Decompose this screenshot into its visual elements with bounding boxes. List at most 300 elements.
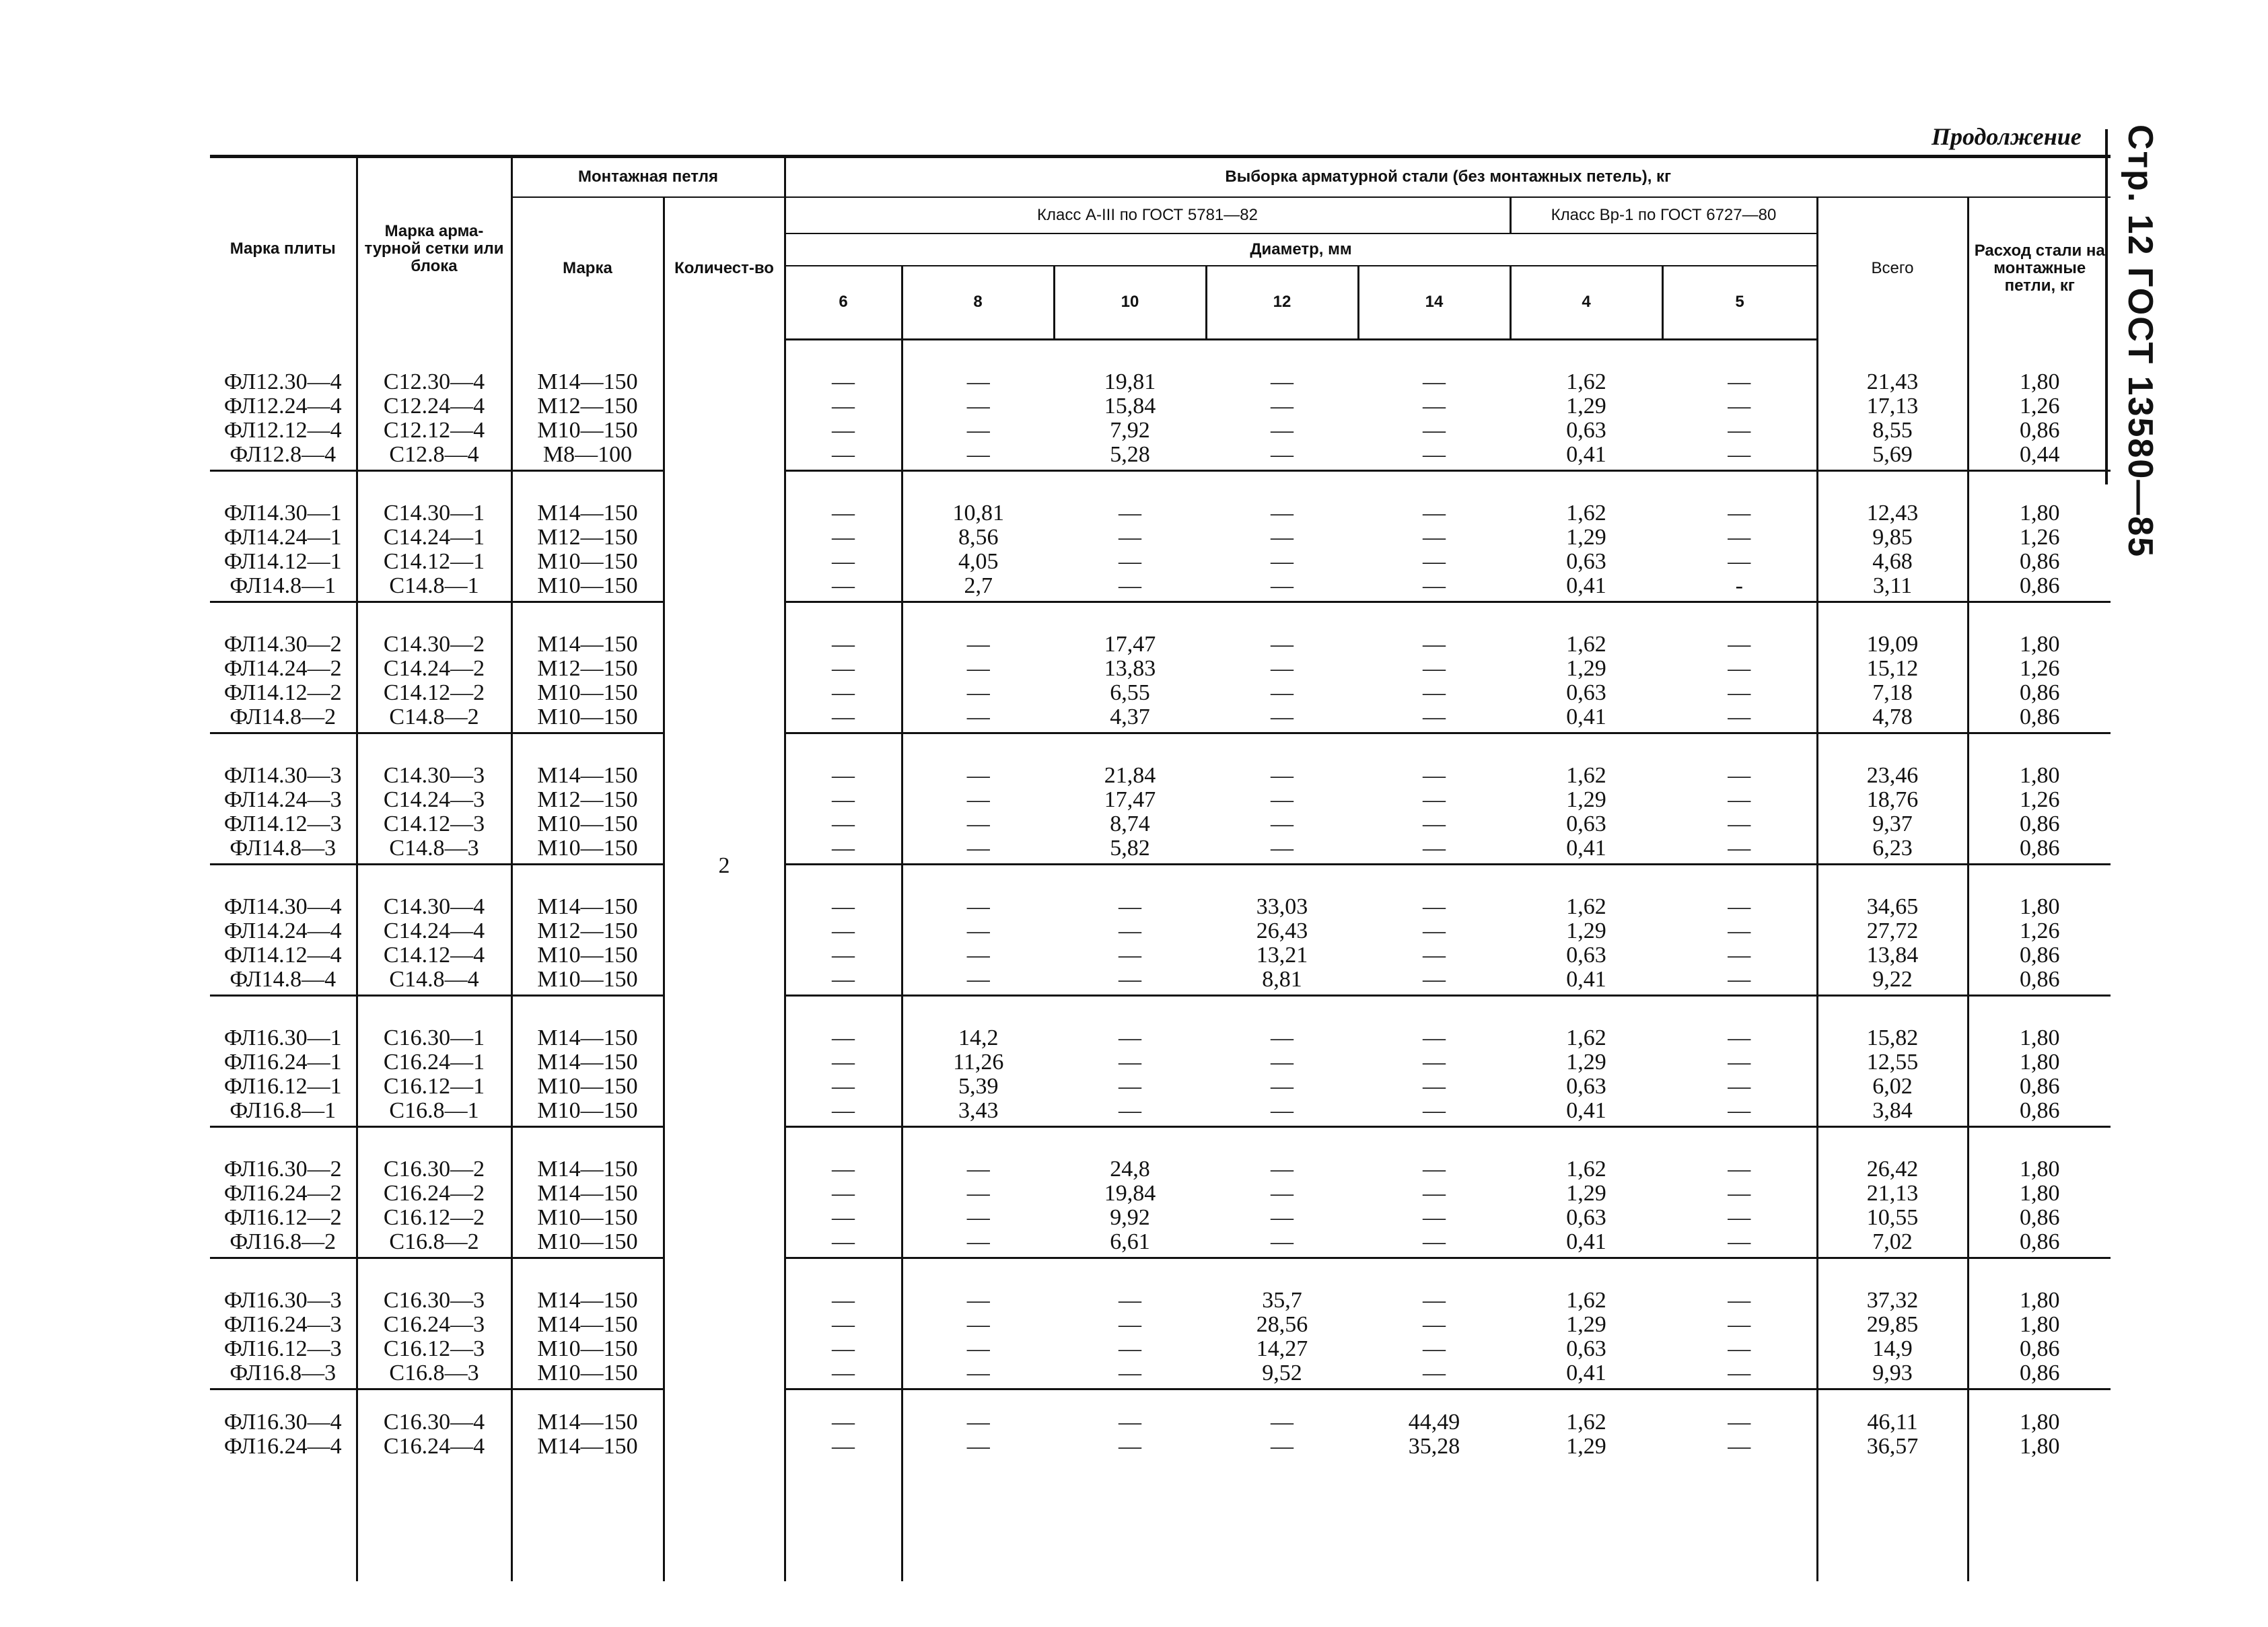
cell-value: 1,62 — [1566, 894, 1606, 919]
cell-value: С16.30—1 — [383, 1025, 485, 1050]
cell-d4 — [1510, 471, 1662, 602]
cell-value: — — [1271, 1434, 1294, 1459]
cell-value: — — [832, 1312, 855, 1337]
cell-value: М10—150 — [537, 549, 638, 574]
cell-value: — — [966, 1336, 990, 1361]
cell-mesh — [357, 340, 511, 471]
cell-value: 1,62 — [1566, 763, 1606, 788]
header-d14: 14 — [1358, 266, 1510, 340]
cell-value: 28,56 — [1256, 1312, 1308, 1337]
cell-d10 — [1054, 1258, 1206, 1389]
continuation-label: Продолжение — [1932, 123, 2082, 150]
cell-value: 8,74 — [1110, 811, 1150, 836]
header-mesh-mark: Марка арма-турной сетки или блока — [357, 157, 511, 340]
cell-value: — — [832, 894, 855, 919]
cell-value: ФЛ16.24—2 — [223, 1181, 342, 1206]
cell-value: 0,63 — [1566, 1336, 1606, 1361]
cell-loop-steel — [1968, 471, 2111, 602]
cell-value: ФЛ14.30—2 — [223, 632, 342, 657]
cell-value: 5,82 — [1110, 836, 1150, 861]
cell-value: — — [1271, 442, 1294, 467]
cell-value: - — [1735, 573, 1743, 598]
cell-value: 0,44 — [2020, 442, 2060, 467]
cell-value: ФЛ16.12—2 — [223, 1205, 342, 1230]
cell-value: — — [966, 811, 990, 836]
cell-value: С14.24—3 — [383, 787, 485, 812]
cell-loop-steel — [1968, 865, 2111, 996]
cell-d6 — [785, 1389, 902, 1582]
cell-value: — — [1119, 573, 1141, 598]
cell-value: 0,41 — [1566, 1098, 1606, 1123]
cell-value: ФЛ14.12—2 — [223, 680, 342, 705]
header-d5: 5 — [1662, 266, 1817, 340]
cell-d8 — [902, 471, 1054, 602]
cell-value: 23,46 — [1866, 763, 1919, 788]
cell-value: — — [832, 1074, 855, 1099]
cell-d5 — [1662, 865, 1817, 996]
cell-value: ФЛ14.24—1 — [223, 525, 342, 550]
cell-value: — — [1423, 811, 1446, 836]
cell-value: — — [1728, 525, 1751, 550]
cell-loop-steel — [1968, 1258, 2111, 1389]
cell-value: М10—150 — [537, 704, 638, 729]
cell-value: С16.24—2 — [383, 1181, 485, 1206]
cell-loop — [511, 340, 664, 471]
cell-d10 — [1054, 733, 1206, 865]
cell-value: — — [832, 501, 855, 526]
cell-value: 1,26 — [2020, 918, 2060, 943]
cell-loop-steel — [1968, 1389, 2111, 1582]
cell-value: — — [1271, 1074, 1294, 1099]
cell-value: — — [1119, 918, 1141, 943]
cell-value: — — [1423, 1098, 1446, 1123]
cell-value: 14,2 — [958, 1025, 999, 1050]
cell-value: С16.24—3 — [383, 1312, 485, 1337]
cell-value: — — [1728, 680, 1751, 705]
cell-value: С12.12—4 — [383, 418, 485, 443]
cell-value: — — [966, 894, 990, 919]
cell-value: ФЛ16.12—1 — [223, 1074, 342, 1099]
cell-value: ФЛ14.8—1 — [229, 573, 336, 598]
table-row-group — [210, 865, 2111, 996]
cell-value: 14,9 — [1872, 1336, 1913, 1361]
cell-value: — — [966, 787, 990, 812]
cell-value: — — [1423, 943, 1446, 968]
cell-value: 34,65 — [1866, 894, 1919, 919]
cell-value: 10,55 — [1866, 1205, 1919, 1230]
cell-value: — — [832, 680, 855, 705]
cell-value: 0,86 — [2020, 943, 2060, 968]
cell-value: — — [966, 442, 990, 467]
cell-d8 — [902, 733, 1054, 865]
cell-value: М14—150 — [537, 1181, 638, 1206]
cell-value: — — [1271, 1205, 1294, 1230]
cell-value: 1,26 — [2020, 787, 2060, 812]
cell-value: — — [1423, 442, 1446, 467]
cell-value: 21,13 — [1866, 1181, 1919, 1206]
cell-d4 — [1510, 1258, 1662, 1389]
cell-d6 — [785, 471, 902, 602]
cell-value: — — [1271, 836, 1294, 861]
cell-value: 4,68 — [1872, 549, 1913, 574]
cell-loop — [511, 996, 664, 1127]
cell-value: — — [832, 1181, 855, 1206]
cell-value: — — [1271, 1025, 1294, 1050]
cell-value: — — [1728, 1229, 1751, 1254]
cell-value: — — [1119, 943, 1141, 968]
cell-value: — — [1271, 1181, 1294, 1206]
cell-d12 — [1206, 733, 1358, 865]
cell-loop-steel — [1968, 602, 2111, 733]
cell-value: 0,86 — [2020, 1336, 2060, 1361]
cell-value: М14—150 — [537, 369, 638, 394]
cell-plate — [210, 1127, 357, 1258]
cell-value: — — [966, 1288, 990, 1313]
cell-loop — [511, 865, 664, 996]
cell-value: — — [1423, 1050, 1446, 1075]
cell-mesh — [357, 733, 511, 865]
cell-plate — [210, 340, 357, 471]
cell-value: С14.30—1 — [383, 501, 485, 526]
cell-value: М10—150 — [537, 573, 638, 598]
cell-value: — — [1728, 1205, 1751, 1230]
cell-value: 6,23 — [1872, 836, 1913, 861]
cell-mesh — [357, 1127, 511, 1258]
cell-value: С16.8—1 — [389, 1098, 479, 1123]
cell-value: — — [966, 1205, 990, 1230]
cell-value: М10—150 — [537, 1074, 638, 1099]
cell-value: ФЛ12.8—4 — [229, 442, 336, 467]
cell-value: — — [1423, 369, 1446, 394]
cell-value: С16.30—2 — [383, 1157, 485, 1182]
cell-value: 1,29 — [1566, 918, 1606, 943]
cell-value: — — [966, 1434, 990, 1459]
cell-mesh — [357, 996, 511, 1127]
cell-value: ФЛ16.8—3 — [229, 1361, 336, 1385]
cell-value: — — [832, 704, 855, 729]
cell-value: — — [1119, 1098, 1141, 1123]
cell-d14 — [1358, 996, 1510, 1127]
cell-d12 — [1206, 602, 1358, 733]
cell-value: С14.12—4 — [383, 943, 485, 968]
header-class-vr1: Класс Вр-1 по ГОСТ 6727—80 — [1510, 197, 1817, 233]
cell-value: — — [1119, 1312, 1141, 1337]
cell-value: 17,47 — [1104, 787, 1156, 812]
cell-plate — [210, 1258, 357, 1389]
header-steel-group: Выборка арматурной стали (без монтажных петель), кг — [785, 157, 2111, 197]
cell-d5 — [1662, 1258, 1817, 1389]
cell-value: С12.24—4 — [383, 394, 485, 419]
cell-value: ФЛ14.30—4 — [223, 894, 342, 919]
cell-value: 9,92 — [1110, 1205, 1150, 1230]
cell-value: 1,62 — [1566, 632, 1606, 657]
cell-value: ФЛ16.30—4 — [223, 1410, 342, 1435]
cell-d14 — [1358, 1127, 1510, 1258]
cell-value: — — [966, 967, 990, 992]
cell-d14 — [1358, 340, 1510, 471]
cell-value: — — [1271, 394, 1294, 419]
cell-value: 8,55 — [1872, 418, 1913, 443]
cell-value: 1,29 — [1566, 787, 1606, 812]
cell-value: 44,49 — [1408, 1410, 1460, 1435]
cell-value: 1,29 — [1566, 656, 1606, 681]
cell-value: 0,63 — [1566, 1074, 1606, 1099]
table-row-group — [210, 1389, 2111, 1582]
cell-value: 5,28 — [1110, 442, 1150, 467]
cell-value: 0,41 — [1566, 1229, 1606, 1254]
cell-value: 1,80 — [2020, 632, 2060, 657]
cell-loop — [511, 1258, 664, 1389]
cell-value: ФЛ14.30—3 — [223, 763, 342, 788]
cell-value: 4,37 — [1110, 704, 1150, 729]
cell-value: — — [1423, 1157, 1446, 1182]
cell-value: С16.12—3 — [383, 1336, 485, 1361]
cell-value: С14.12—3 — [383, 811, 485, 836]
cell-d10 — [1054, 340, 1206, 471]
cell-value: 1,62 — [1566, 1157, 1606, 1182]
cell-value: 5,39 — [958, 1074, 999, 1099]
cell-value: — — [1423, 632, 1446, 657]
cell-value: М14—150 — [537, 632, 638, 657]
cell-d14 — [1358, 733, 1510, 865]
cell-value: — — [832, 525, 855, 550]
cell-value: — — [1423, 967, 1446, 992]
cell-value: — — [832, 418, 855, 443]
cell-d10 — [1054, 996, 1206, 1127]
cell-value: — — [1728, 894, 1751, 919]
cell-value: — — [966, 1229, 990, 1254]
cell-value: 0,86 — [2020, 836, 2060, 861]
cell-value: — — [1119, 894, 1141, 919]
cell-value: М14—150 — [537, 1410, 638, 1435]
cell-value: — — [832, 787, 855, 812]
cell-value: 9,22 — [1872, 967, 1913, 992]
cell-value: — — [1423, 1181, 1446, 1206]
cell-value: — — [1271, 1050, 1294, 1075]
cell-value: 0,41 — [1566, 704, 1606, 729]
cell-value: 1,29 — [1566, 525, 1606, 550]
cell-value: М12—150 — [537, 787, 638, 812]
cell-value: — — [1423, 836, 1446, 861]
cell-value: ФЛ14.8—2 — [229, 704, 336, 729]
cell-loop — [511, 1389, 664, 1582]
cell-value: М14—150 — [537, 1312, 638, 1337]
cell-mesh — [357, 471, 511, 602]
cell-value: — — [1119, 1410, 1141, 1435]
cell-value: 0,41 — [1566, 1361, 1606, 1385]
cell-value: 0,86 — [2020, 680, 2060, 705]
cell-value: 35,28 — [1408, 1434, 1460, 1459]
cell-value: — — [832, 1434, 855, 1459]
cell-plate — [210, 471, 357, 602]
cell-value: 1,80 — [2020, 501, 2060, 526]
cell-d4 — [1510, 1127, 1662, 1258]
cell-value: ФЛ14.12—1 — [223, 549, 342, 574]
cell-value: 17,47 — [1104, 632, 1156, 657]
cell-value: — — [1119, 525, 1141, 550]
cell-value: 14,27 — [1256, 1336, 1308, 1361]
cell-value: С14.12—2 — [383, 680, 485, 705]
cell-d12 — [1206, 1258, 1358, 1389]
cell-value: — — [1271, 1410, 1294, 1435]
cell-mesh — [357, 602, 511, 733]
cell-value: 27,72 — [1866, 918, 1919, 943]
cell-value: 18,76 — [1866, 787, 1919, 812]
cell-value: 9,37 — [1872, 811, 1913, 836]
cell-value: 1,29 — [1566, 394, 1606, 419]
cell-value: 1,62 — [1566, 1288, 1606, 1313]
cell-value: — — [1423, 656, 1446, 681]
cell-d6 — [785, 865, 902, 996]
cell-d12 — [1206, 471, 1358, 602]
cell-value: 7,02 — [1872, 1229, 1913, 1254]
cell-total — [1817, 340, 1968, 471]
cell-d14 — [1358, 865, 1510, 996]
cell-value: — — [1423, 704, 1446, 729]
cell-value: ФЛ14.8—3 — [229, 836, 336, 861]
cell-value: — — [1728, 1312, 1751, 1337]
cell-value: 26,43 — [1256, 918, 1308, 943]
cell-value: — — [832, 369, 855, 394]
cell-value: С14.24—2 — [383, 656, 485, 681]
cell-d4 — [1510, 602, 1662, 733]
cell-value: ФЛ16.24—4 — [223, 1434, 342, 1459]
cell-value: 5,69 — [1872, 442, 1913, 467]
cell-value: ФЛ14.24—3 — [223, 787, 342, 812]
cell-value: 24,8 — [1110, 1157, 1150, 1182]
cell-value: — — [1728, 787, 1751, 812]
header-total: Всего — [1817, 197, 1968, 340]
cell-value: — — [1423, 1025, 1446, 1050]
cell-value: — — [832, 1050, 855, 1075]
table-container — [210, 155, 2111, 1581]
cell-value: — — [1728, 501, 1751, 526]
cell-value: — — [1728, 1181, 1751, 1206]
cell-value: 6,61 — [1110, 1229, 1150, 1254]
cell-value: М10—150 — [537, 811, 638, 836]
cell-value: — — [966, 918, 990, 943]
cell-mesh — [357, 1258, 511, 1389]
cell-d14 — [1358, 1258, 1510, 1389]
cell-d6 — [785, 733, 902, 865]
cell-value: М14—150 — [537, 1157, 638, 1182]
cell-value: ФЛ16.8—1 — [229, 1098, 336, 1123]
cell-value: — — [1728, 1410, 1751, 1435]
cell-d5 — [1662, 733, 1817, 865]
cell-value: 46,11 — [1867, 1410, 1918, 1435]
cell-value: — — [1271, 549, 1294, 574]
cell-value: М12—150 — [537, 918, 638, 943]
cell-mesh — [357, 865, 511, 996]
reinforcement-table — [210, 155, 2111, 1581]
cell-value: ФЛ14.8—4 — [229, 967, 336, 992]
cell-value: М10—150 — [537, 1361, 638, 1385]
cell-d8 — [902, 1127, 1054, 1258]
cell-total — [1817, 1389, 1968, 1582]
cell-value: — — [832, 1288, 855, 1313]
cell-value: — — [832, 1361, 855, 1385]
cell-loop — [511, 1127, 664, 1258]
cell-d8 — [902, 1258, 1054, 1389]
cell-value: — — [832, 1025, 855, 1050]
cell-value: — — [1271, 1098, 1294, 1123]
cell-value: 1,26 — [2020, 525, 2060, 550]
cell-value: — — [1728, 1288, 1751, 1313]
cell-value: — — [1271, 525, 1294, 550]
cell-value: — — [1728, 1050, 1751, 1075]
cell-d10 — [1054, 865, 1206, 996]
cell-value: М10—150 — [537, 1336, 638, 1361]
cell-value: — — [966, 704, 990, 729]
cell-d5 — [1662, 1389, 1817, 1582]
table-row-group — [210, 602, 2111, 733]
cell-plate — [210, 996, 357, 1127]
cell-loop — [511, 602, 664, 733]
cell-value: 1,29 — [1566, 1434, 1606, 1459]
cell-value: — — [1423, 501, 1446, 526]
cell-value: М10—150 — [537, 836, 638, 861]
cell-value: — — [966, 1361, 990, 1385]
cell-value: — — [1119, 501, 1141, 526]
cell-value: — — [1728, 836, 1751, 861]
cell-value: М10—150 — [537, 1229, 638, 1254]
cell-d4 — [1510, 1389, 1662, 1582]
cell-value: — — [1271, 573, 1294, 598]
cell-value: М14—150 — [537, 1434, 638, 1459]
cell-value: — — [1423, 418, 1446, 443]
cell-total — [1817, 1127, 1968, 1258]
cell-total — [1817, 1258, 1968, 1389]
cell-value: 4,78 — [1872, 704, 1913, 729]
cell-value: М12—150 — [537, 525, 638, 550]
cell-value: 1,80 — [2020, 1434, 2060, 1459]
cell-value: 0,86 — [2020, 967, 2060, 992]
cell-value: ФЛ16.24—1 — [223, 1050, 342, 1075]
cell-value: М14—150 — [537, 1025, 638, 1050]
cell-value: — — [1119, 1050, 1141, 1075]
cell-value: — — [1728, 1074, 1751, 1099]
cell-value: — — [832, 918, 855, 943]
cell-value: М10—150 — [537, 1205, 638, 1230]
cell-value: — — [966, 394, 990, 419]
cell-d8 — [902, 865, 1054, 996]
cell-value: 3,43 — [958, 1098, 999, 1123]
cell-plate — [210, 865, 357, 996]
cell-value: — — [966, 1312, 990, 1337]
table-row-group — [210, 471, 2111, 602]
cell-value: — — [1728, 763, 1751, 788]
cell-value: 0,63 — [1566, 1205, 1606, 1230]
cell-value: 1,80 — [2020, 1157, 2060, 1182]
cell-d14 — [1358, 471, 1510, 602]
page-reference: Стр. 12 ГОСТ 13580—85 — [2121, 124, 2160, 558]
header-loop-group: Монтажная петля — [511, 157, 785, 197]
cell-value: — — [1119, 1361, 1141, 1385]
cell-value: 1,80 — [2020, 1181, 2060, 1206]
cell-d10 — [1054, 1389, 1206, 1582]
cell-value: — — [1728, 967, 1751, 992]
cell-value: 21,43 — [1866, 369, 1919, 394]
cell-value: С16.24—1 — [383, 1050, 485, 1075]
cell-value: 9,93 — [1872, 1361, 1913, 1385]
cell-value: ФЛ12.24—4 — [223, 394, 342, 419]
cell-d4 — [1510, 865, 1662, 996]
cell-value: — — [966, 656, 990, 681]
cell-value: — — [1728, 943, 1751, 968]
cell-value: М10—150 — [537, 1098, 638, 1123]
cell-value: 13,21 — [1256, 943, 1308, 968]
cell-value: 36,57 — [1866, 1434, 1919, 1459]
